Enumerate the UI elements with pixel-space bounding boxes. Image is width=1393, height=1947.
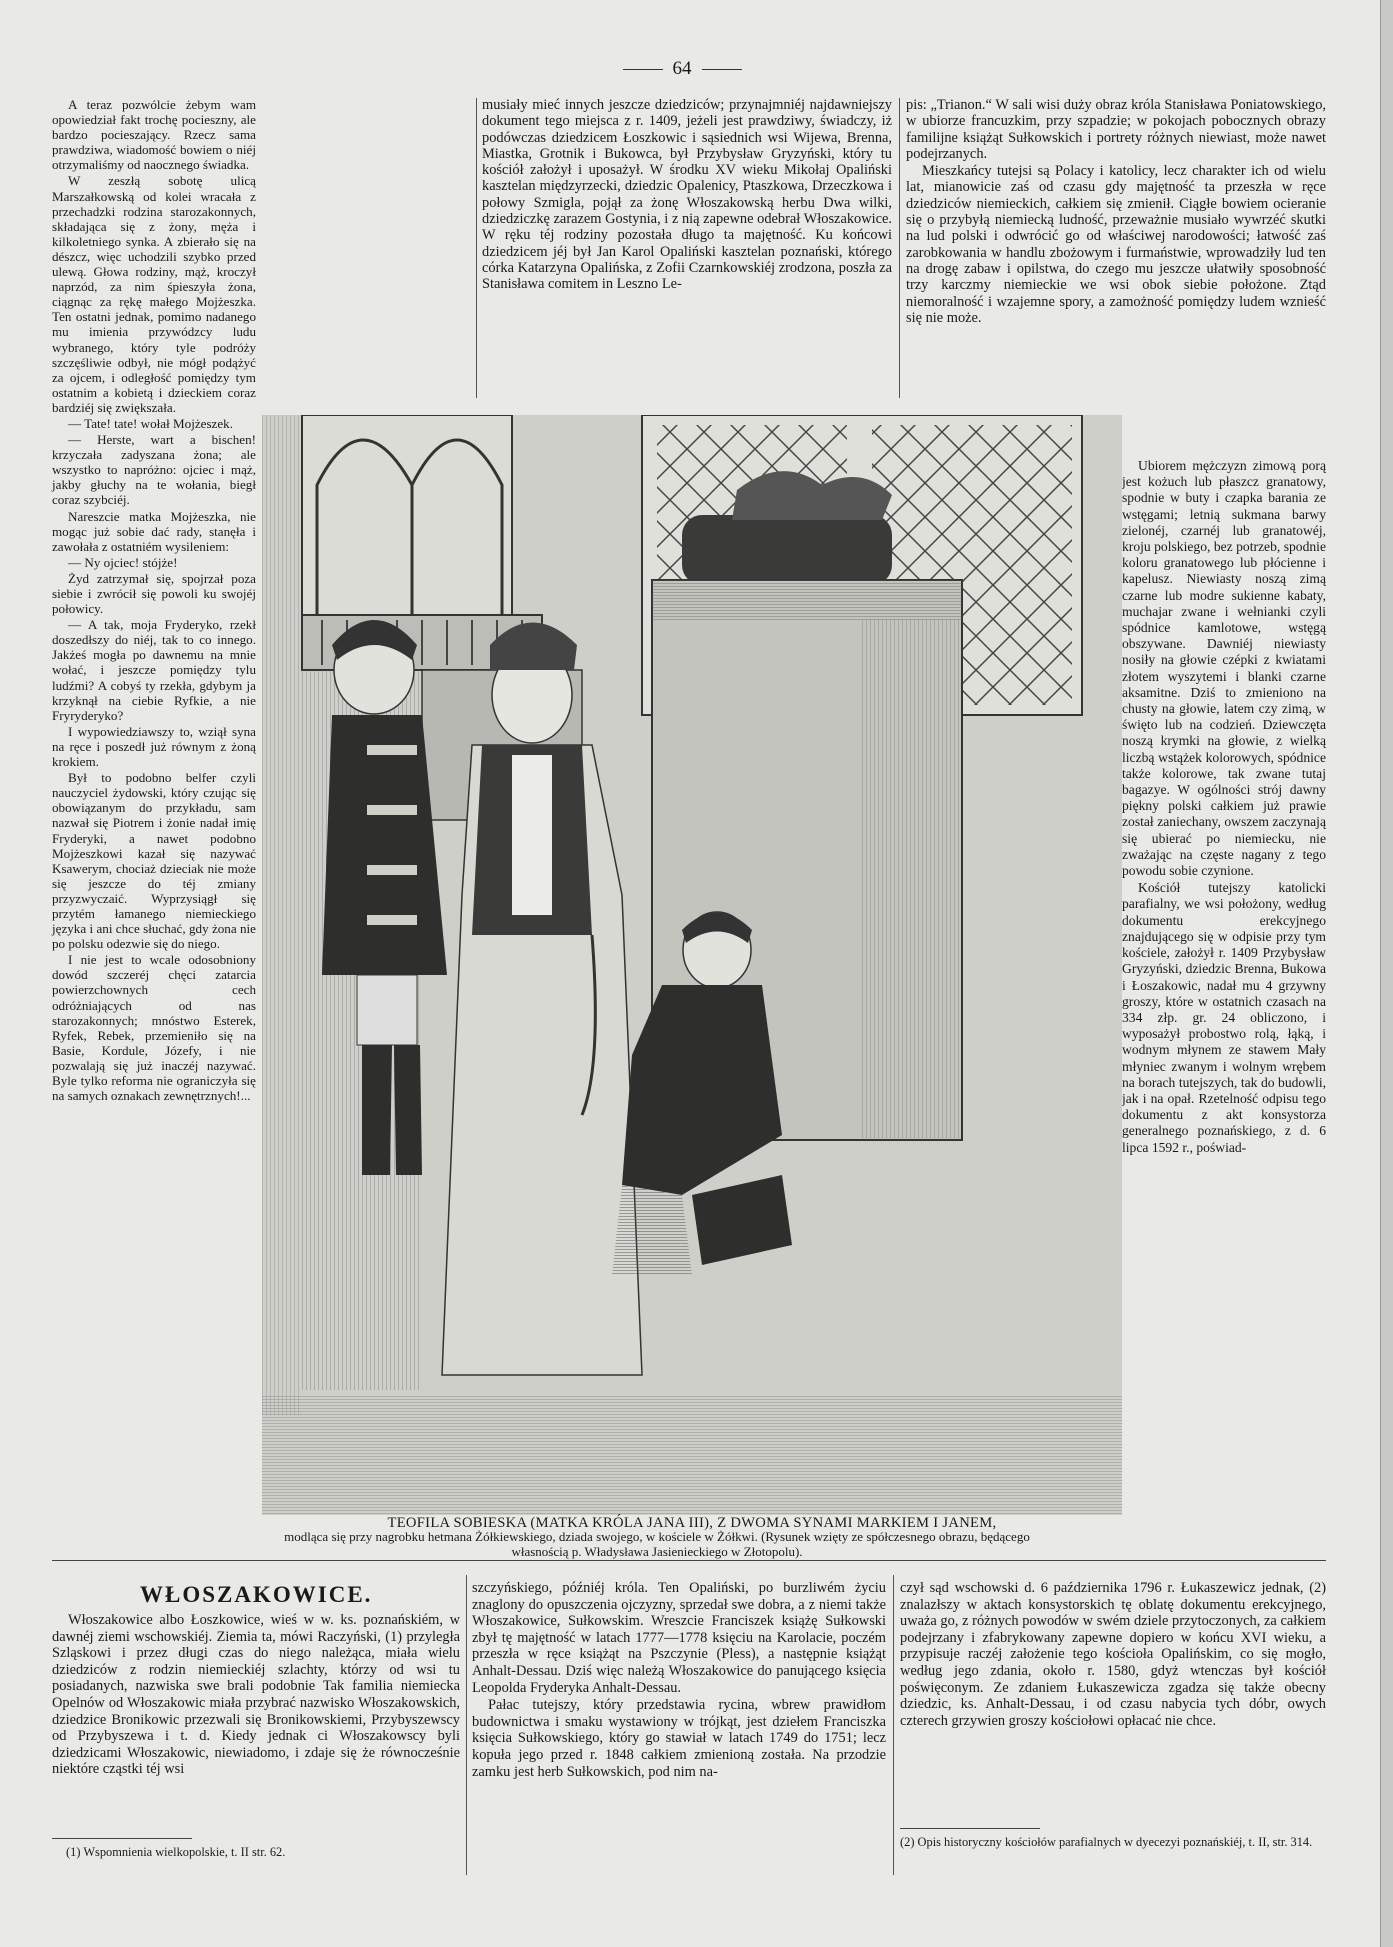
paragraph: Pałac tutejszy, który przedstawia rycina, wbrew prawidłom budownictwa i smaku wystawiony w trójkąt, jest dziełem Franciszka księcia Sułkowskiego, który go stawiał w latach 1749 do 1751; lecz kopuła jego przed r. 1848 całkiem zmienioną została. Na przodzie zamku jest herb Sułkowskich, pod nim na- xyxy=(472,1697,886,1780)
paragraph: Włoszakowice albo Łoszkowice, wieś w w. ks. poznańskiém, w dawnéj ziemi wschowskiéj. Ziemia ta, mówi Raczyński, (1) przyległa Szląskowi i przez długi czas do niego należąca, miała wielu dziedziców z rodzin niemieckiéj szlachty, którzy od wsi tu posiadanych, nazwiska swe brali podobnie Tak familia niemiecka Opelnów od Włoszakowic miała przybrać nazwisko Włoszakowskich, dziedzice Bronikowic przezwali się Bronikowskiemi, Przybyszewscy od Przybyszewa i t. d. Kiedy jednak ci Włoszakowscy byli dziedzicami Włoszakowic, niewiadomo, i zdaje się że równocześnie niektóre cząstki téj wsi xyxy=(52,1612,460,1778)
paragraph: I nie jest to wcale odosobniony dowód szczeréj chęci zatarcia powierzchownych cech odróżniających od nas starozakonnych; mnóstwo Esterek, Ryfek, Rebek, przemieniło się na Basie, Kordule, Józefy, i nie pozwalają się już inaczéj nazywać. Byle tylko reforma nie ograniczyła się na samych oznakach zewnętrznych!... xyxy=(52,952,256,1104)
paragraph: I wypowiedziawszy to, wziął syna na ręce i poszedł już równym z żoną krokiem. xyxy=(52,723,256,770)
footnote-rule xyxy=(52,1838,192,1839)
figure-caption xyxy=(262,1516,1122,1559)
left-column xyxy=(52,97,256,1547)
column-rule xyxy=(899,98,900,398)
footnote-right: (2) Opis historyczny kościołów parafialnych w dyecezyi poznańskiéj, t. II, str. 314. xyxy=(900,1835,1313,1849)
paragraph: — Tate! tate! wołał Mojżeszek. xyxy=(68,415,233,431)
column-rule xyxy=(893,1575,894,1875)
section-heading: WŁOSZAKOWICE. xyxy=(140,1582,373,1607)
paragraph: Ubiorem mężczyzn zimową porą jest kożuch lub płaszcz granatowy, spodnie w buty i czapka barania ze wstęgami; letnią sukmana barwy zielonéj, czarnéj lub granatowéj, kroju polskiego, bez potrzeb, spodnie koloru granatowego lub płócienne i kapelusz. Niewiasty noszą zimą czarne lub modre sukienne kabaty, muchajar zwane i wełnianki czyli spódnice kamlotowe, wstęgą obszywane. Dawniéj niewiasty nosiły na głowie czépki z kwiatami złotem wyszytemi i blanki czarne aksamitne. Dziś to zmieniono na chusty na głowie, latem czy zimą, w święto lub na codzień. Dziewczęta noszą krymki na głowie, z wielką liczbą wstążek kolorowych, spódnice także kolorowe, tak zwane tutaj bagazye. W ogólności strój dawny piękny polski całkiem już prawie został zaniechany, owszem zaczynają się ubierać po niemiecku, nie zważając na częste nagany z tego powodu sobie czynione. xyxy=(1122,458,1326,879)
paragraph: A teraz pozwólcie żebym wam opowiedział fakt trochę pocieszny, ale bardzo pocieszający. Rzecz sama prawdziwa, wiadomość bowiem o niéj otrzymaliśmy od naocznego świadka. xyxy=(52,97,256,173)
paragraph: musiały mieć innych jeszcze dziedziców; przynajmniéj najdawniejszy dokument tego miejsca z r. 1409, jeżeli jest prawdziwy, świadczy, iż podówczas dziedzicem Łoszkowic i sąsiednich wsi Wijewa, Brenna, Miastka, Grotnik i Bukowca, był Przybysław Gryzyński, który tu kościół założył i uposażył. W środku XV wieku Mikołaj Opaliński kasztelan międzyrzecki, dziedzic Opalenicy, Ptaszkowa, Drzeczkowa i połowy Szmigla, pojął za żonę Włoszakowską herbu Dwa wilki, dziedziczkę zarazem Gostynia, i z nią zapewne odebrał Włoszakowice. W ręku téj rodziny pozostała długo ta majętność. Ku końcowi dziedzicem jéj był Jan Karol Opaliński kasztelan poznański, którego córka Katarzyna Opalińska, z Zofii Czarnkowskiéj zrodzona, poszła za Stanisława comitem in Leszno Le- xyxy=(482,97,892,293)
right-narrow-column xyxy=(1122,458,1326,1157)
column-rule xyxy=(476,98,477,398)
paragraph: Żyd zatrzymał się, spojrzał poza siebie i zwrócił się powoli ku swojéj połowicy. xyxy=(52,570,256,617)
bottom-left-column xyxy=(52,1612,460,1779)
caption-text: modląca się przy nagrobku hetmana Żółkiewskiego, dziada swojego, w kościele w Żółkwi. (Rysunek wzięty ze spółczesnego obrazu, będącego własnością p. Władysława Jasienieckiego w Złotopolu). xyxy=(284,1529,1030,1559)
paragraph: Kościół tutejszy katolicki parafialny, we wsi położony, według dokumentu erekcyjnego znajdującego się w odpisie przy tym kościele, założył r. 1409 Przybysław Gryzyński, dziedzic Brenna, Bukowa i Łoszakowic, nadał mu 4 grzywny groszy, które w ostatnich czasach na 334 złp. gr. 24 obliczono, i wyposażył probostwo rolą, łąką, i wodnym młynem ze stawem Mały młyniec zwanym i wolnym wrębem na borach tutejszych, tak do budowli, jak i na opał. Rzetelność odpisu tego dokumentu z akt konsystorza generalnego poznańskiego, z d. 6 lipca 1592 r., poświad- xyxy=(1122,880,1326,1155)
page-edge xyxy=(1380,0,1393,1947)
bottom-middle-column xyxy=(472,1580,886,1781)
column-rule xyxy=(466,1575,467,1875)
paragraph: — A tak, moja Fryderyko, rzekł doszedłszy do niéj, tak to co innego. Jakżeś mogła po dawnemu na mnie wołać, i jeszcze pomiędzy tylu ludźmi? A cobyś ty rzekła, gdybym ja krzyknął na ciebie Ryfkie, a nie Fryryderyko? xyxy=(52,617,256,723)
paragraph: czył sąd wschowski d. 6 października 1796 r. Łukaszewicz jednak, (2) znalazłszy w aktach konsystorskich tę oblatę dokumentu erekcyjnego, uważa go, z różnych powodów w swém dziele przytoczonych, za całkiem podejrzany i zfabrykowany zapewne dopiero w końcu XVI wieku, a przypisuje raczéj założenie tego kościoła Opalińskim, co się mogło, według jego zdania, około r. 1580, gdyż wtenczas był kościół poświęconym. Ze zdaniem Łukaszewicza zgadza się także obecny dziedzic, ks. Anhalt-Dessau, i od czasu nabycia tych dóbr, owych czterech grzywien groszy kościołowi opłacać nie chce. xyxy=(900,1580,1326,1729)
paragraph: szczyńskiego, późniéj króla. Ten Opaliński, po burzliwém życiu znaglony do opuszczenia ojczyzny, sprzedał swe dobra, a z niemi także Włoszakowice, Sułkowskim. Wreszcie Franciszek książę Sułkowski zbył tę majętność w latach 1777—1778 księciu na Karolacie, poczém przeszła w ręce książąt na Pszczynie (Pless), a następnie książąt Anhalt-Dessau. Dziś więc należą Włoszakowice do panującego księcia Leopolda Fryderyka Anhalt-Dessau. xyxy=(472,1580,886,1696)
paragraph: Mieszkańcy tutejsi są Polacy i katolicy, lecz charakter ich od wielu lat, mianowicie zaś od czasu gdy majętność ta przeszła w ręce dziedziców niemieckich, całkiem się zmienił. Ciągłe bowiem ocieranie się o przybyłą niemiecką ludność, przeważnie musiało wywrzéć skutki na lud polski i odwrócić go od właściwej narodowości; łatwość zaś zarobkowania w handlu zbożowym i furmaństwie, wprowadziły lud ten na drogę zabaw i opilstwa, do czego mu jeszcze ułatwiły sposobność trzy karczmy niemieckie we wsi obok siebie położone. Ztąd niemoralność i wzajemne spory, a zamożność pomiędzy ludem wznieść się nie może. xyxy=(906,163,1326,326)
paragraph: pis: „Trianon.“ W sali wisi duży obraz króla Stanisława Poniatowskiego, w ubiorze francuzkim, przy szpadzie; w pokojach pobocznych obrazy familijne książąt Sułkowskich i portrety różnych niewiast, może nawet podejrzanych. xyxy=(906,97,1326,162)
middle-column-top xyxy=(482,97,892,294)
caption-title: TEOFILA SOBIESKA (MATKA KRÓLA JANA III), Z DWOMA SYNAMI MARKIEM I JANEM, xyxy=(387,1515,997,1531)
right-column-top xyxy=(906,97,1326,327)
footnote-left: (1) Wspomnienia wielkopolskie, t. II str. 62. xyxy=(66,1845,286,1859)
bottom-right-column xyxy=(900,1580,1326,1730)
paragraph: — Ny ojciec! stójże! xyxy=(68,554,178,570)
footnote-rule xyxy=(900,1828,1040,1829)
paragraph: Nareszcie matka Mojżeszka, nie mogąc już sobie dać rady, stanęła i zawołała z ostatniém wysileniem: xyxy=(52,508,256,554)
section-rule xyxy=(52,1560,1326,1561)
engraving-illustration xyxy=(262,415,1122,1515)
church-interior-engraving xyxy=(262,415,1122,1515)
page-number: 64 xyxy=(612,58,752,80)
paragraph: W zeszłą sobotę ulicą Marszałkowską od kolei wracała z przechadzki rodzina starozakonnych, składająca się z żony, męża i kilkoletniego synka. A zbierało się na dészcz, więc uchodzili szybko przed ulewą. Głowa rodziny, mąż, kroczył naprzód, za nim śpieszyła żona, ciągnąc za rękę małego Mojżeszka. Ten ostatni jednak, pomimo nadanego mu imienia przywódzcy ludu wybranego, który tyle podróży szczęśliwie odbył, nie mógł podążyć za ojcem, i odległość pomiędzy tym ostatnim a kobietą i dzieckiem coraz bardziéj się zwiększała. xyxy=(52,173,256,415)
paragraph: Był to podobno belfer czyli nauczyciel żydowski, który czując się obowiązanym do przykładu, sam nazwał się Piotrem i żonie nadał imię Fryderyki, a nawet podobno Mojżeszkowi kazał się nazywać Ksawerym, chociaż dzieciak nie może się jeszcze do téj zmiany przyzwyczaić. Wyprzysiągł się przytém łamanego niemieckiego języka i ani chce słuchać, gdy żona nie po polsku odezwie się do niego. xyxy=(52,770,256,952)
paragraph: — Herste, wart a bischen! krzyczała zadyszana żona; ale wszystko to napróżno: ojciec i mąż, jakby głuchy na te wołania, biegł coraz szybciéj. xyxy=(52,432,256,508)
